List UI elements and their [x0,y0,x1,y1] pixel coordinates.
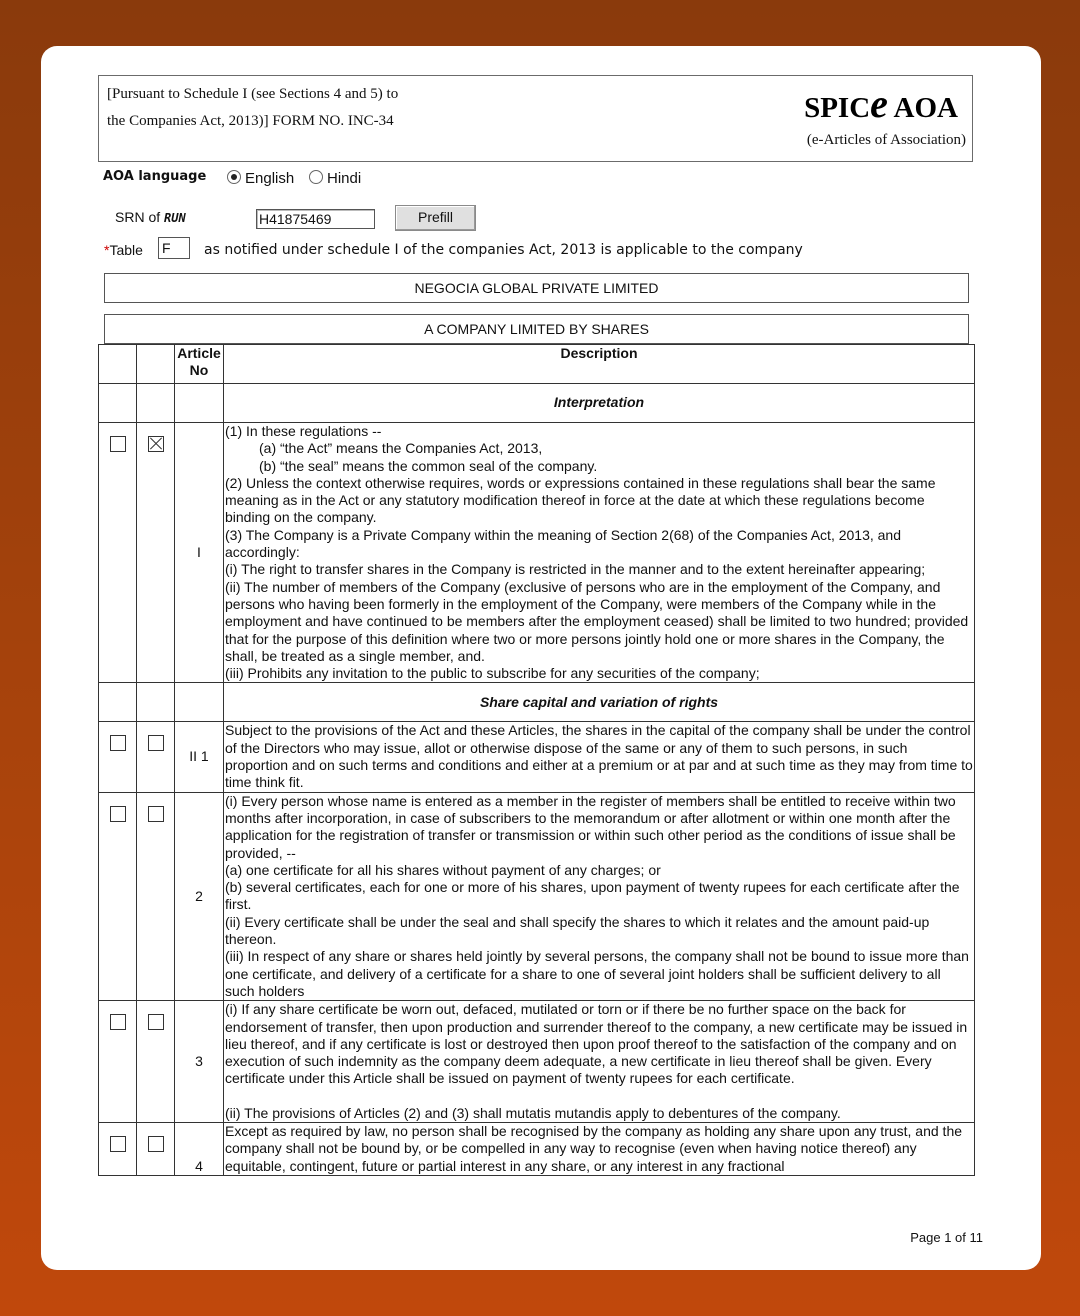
article-line: (b) “the seal” means the common seal of the company. [259,457,598,474]
checkbox[interactable] [110,735,126,751]
srn-input[interactable]: H41875469 [256,209,375,229]
checkbox-cell [99,792,137,1001]
checkbox[interactable] [110,436,126,452]
table-header-row [99,345,975,384]
checkbox[interactable] [148,1136,164,1152]
form-reference [107,81,507,135]
empty-cell [137,384,175,423]
section-row-interpretation [99,384,975,423]
prefill-button[interactable]: Prefill [395,205,476,231]
article-number: 4 [175,1122,224,1175]
article-line: (2) Unless the context otherwise requires, words or expressions contained in these regulations shall bear the same meaning as in the Act or any statutory modification thereof in force at the date at which these regulations become binding on the company. [225,474,936,526]
article-description [224,1001,975,1123]
article-description [224,792,975,1001]
section-title: Share capital and variation of rights [224,683,975,722]
description-header: Description [224,345,975,384]
articles-table [98,344,975,1176]
empty-cell [99,384,137,423]
checkbox-cell [99,423,137,683]
article-line: (ii) Every certificate shall be under the seal and shall specify the shares to which it relates and the amount paid-up thereon. [225,913,930,948]
article-line: (b) several certificates, each for one or more of his shares, upon payment of twenty rupees for each certificate after the first. [225,879,960,913]
article-number: 2 [175,792,224,1001]
article-row [99,1001,975,1123]
brand-subtitle: (e-Articles of Association) [806,132,966,148]
form-reference-line-2: the Companies Act, 2013)] FORM NO. INC-34 [107,113,394,129]
checkbox[interactable] [148,1014,164,1030]
checkbox[interactable] [110,1014,126,1030]
table-notified-text: as notified under schedule I of the companies Act, 2013 is applicable to the company [204,242,803,258]
radio-selected-icon[interactable] [227,170,241,184]
article-no-header: Article No [175,345,224,384]
form-page [41,46,1041,1270]
article-row [99,423,975,683]
article-row [99,722,975,792]
article-line: (i) If any share certificate be worn out, defaced, mutilated or torn or if there be no further space on the back for endorsement of transfer, then upon production and surrender thereof to the company, a new certificate may be issued in lieu thereof, and if any certificate is lost or destroyed then upon proof thereof to the satisfaction of the company and on execution of such indemnity as the company deem adequate, a new certificate in lieu thereof shall be given. Every certificate under this Article shall be issued on payment of twenty rupees for each certificate. [225,1001,968,1087]
checkbox[interactable] [110,1136,126,1152]
article-line: (iii) In respect of any share or shares held jointly by several persons, the company shall not be bound to issue more than one certificate, and delivery of a certificate for a share to one of several joint holders shall be sufficient delivery to all such holders [225,948,969,999]
srn-label-text: SRN of [115,209,165,225]
checkbox-cell [137,722,175,792]
checkbox-cell [137,792,175,1001]
checkbox[interactable] [148,806,164,822]
article-line: (i) Every person whose name is entered as a member in the register of members shall be entitled to receive within two months after incorporation, in case of subscribers to the memorandum or after allotment or within one month after the application for the registration of transfer or transmission or within such other period as the conditions of issue shall be provided, -- [225,792,956,861]
form-reference-line-1: [Pursuant to Schedule I (see Sections 4 and 5) to [107,86,399,102]
checkbox[interactable] [110,806,126,822]
article-line: (3) The Company is a Private Company within the meaning of Section 2(68) of the Companies Act, 2013, and accordingly: [225,526,901,561]
checkbox-cell [99,1001,137,1123]
table-label [104,242,143,258]
article-line: (ii) The number of members of the Company (exclusive of persons who are in the employment of the Company, and persons who having been formerly in the employment of the Company, were members of the Company while in the employment and have continued to be members after the employment ceased) shall be limited to two hundred; provided that for the purpose of this definition where two or more persons jointly hold one or more shares in the Company, the shall, be treated as a single member, and. [225,578,969,664]
table-label-text: Table [109,242,143,258]
article-description: Subject to the provisions of the Act and these Articles, the shares in the capital of the company shall be under the control of the Directors who may issue, allot or otherwise dispose of the same or any of them to such persons, in such proportion and on such terms and conditions and either at a premium or at par and at such time as they may from time to time think fit. [225,722,973,791]
radio-empty-icon[interactable] [309,170,323,184]
company-name-field[interactable]: NEGOCIA GLOBAL PRIVATE LIMITED [104,273,969,303]
article-line: (iii) Prohibits any invitation to the public to subscribe for any securities of the company; [225,665,760,682]
article-line: (ii) The provisions of Articles (2) and (3) shall mutatis mutandis apply to debentures of the company. [225,1104,841,1121]
article-description [224,423,975,683]
language-option-english: English [245,170,295,187]
srn-label [115,209,186,225]
checkbox-cell [137,1122,175,1175]
article-line: (a) “the Act” means the Companies Act, 2013, [259,440,543,457]
empty-cell [137,683,175,722]
article-line: (i) The right to transfer shares in the Company is restricted in the manner and to the extent hereinafter appearing; [225,561,926,578]
language-radio-hindi[interactable] [309,170,361,187]
checkbox-cell [137,423,175,683]
article-number: II 1 [175,722,224,792]
header-empty-cell [137,345,175,384]
checkbox-cell [137,1001,175,1123]
brand-post: AOA [887,92,958,124]
header-empty-cell [99,345,137,384]
spice-aoa-logo [804,80,958,127]
blank-line [225,1088,973,1105]
srn-label-run: RUN [164,211,186,225]
company-type-field[interactable]: A COMPANY LIMITED BY SHARES [104,314,969,344]
article-number: I [175,423,224,683]
form-header [98,75,973,162]
article-line: (a) one certificate for all his shares without payment of any charges; or [225,861,661,878]
language-radio-english[interactable] [227,170,294,187]
article-line: (1) In these regulations -- [225,423,382,439]
checkbox-crossed[interactable] [148,436,164,452]
language-option-hindi: Hindi [327,170,362,187]
table-input[interactable]: F [158,237,190,259]
brand-e: e [870,81,888,126]
empty-cell [175,384,224,423]
empty-cell [175,683,224,722]
section-row-share-capital [99,683,975,722]
article-description: Except as required by law, no person shall be recognised by the company as holding any share upon any trust, and the company shall not be bound by, or be compelled in any way to recognise (even when having notice thereof) any equitable, contingent, future or partial interest in any share, or any interest in any fractional [224,1122,975,1175]
aoa-language-label: AOA language [103,169,207,184]
checkbox-cell [99,1122,137,1175]
checkbox-cell [99,722,137,792]
page-indicator: Page 1 of 11 [910,1230,983,1245]
checkbox[interactable] [148,735,164,751]
required-mark: * [104,242,110,258]
article-number: 3 [175,1001,224,1123]
article-row [99,792,975,1001]
brand-pre: SPIC [804,92,871,124]
empty-cell [99,683,137,722]
article-row [99,1122,975,1175]
section-title: Interpretation [224,384,975,423]
